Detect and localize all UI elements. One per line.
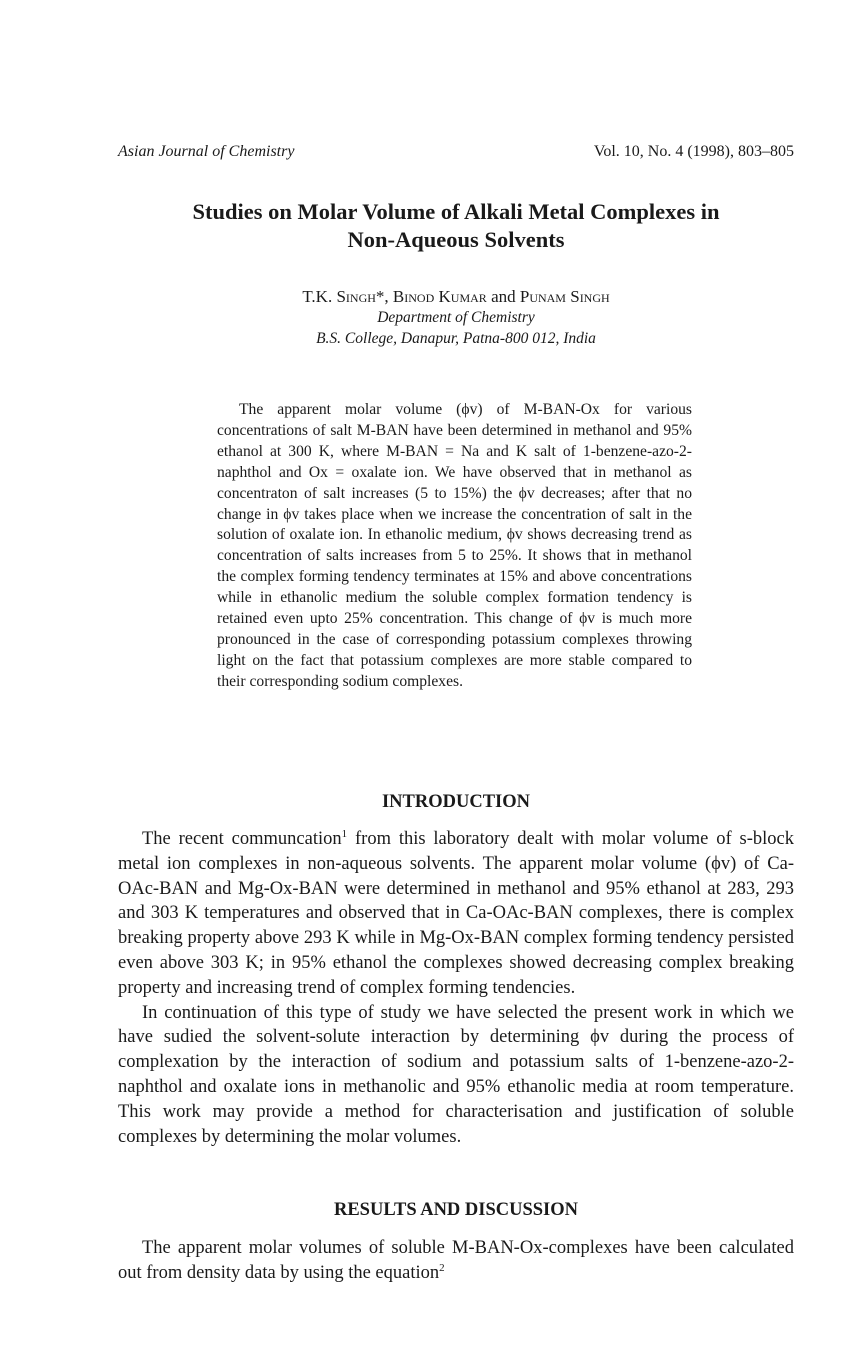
reference-1: 1 [341, 827, 348, 840]
results-paragraph-1 [118, 1236, 794, 1286]
author-1-initials: T.K. [302, 287, 333, 306]
paper-title [100, 198, 812, 254]
abstract-text: The apparent molar volume (ϕv) of M-BAN-Ox for various concentrations of salt M-BAN have been determined in methanol and 95% ethanol at 300 K, where M-BAN = Na and K salt of 1-benzene-azo-2-naphthol and Ox = oxalate ion. We have observed that in methanol as concentraton of salt increases (5 to 15%) the ϕv decreases; after that no change in ϕv takes place when we increase the concentration of salt in the solution of oxalate ion. In ethanolic medium, ϕv shows decreasing trend as concentration of salts increases from 5 to 25%. It shows that in methanol the complex forming tendency terminates at 15% and above concentrations while in ethanolic medium the soluble complex formation tendency is retained even upto 25% concentration. This change of ϕv is much more pronounced in the case of corresponding potassium complexes throwing light on the fact that potassium complexes are more stable compared to their corresponding sodium complexes. [217, 401, 692, 690]
author-list: T.K. Singh*, Binod Kumar and Punam Singh [302, 287, 610, 306]
affiliation-college: B.S. College, Danapur, Patna-800 012, India [316, 330, 596, 347]
running-header [118, 143, 794, 165]
results-body [118, 1236, 794, 1286]
results-p1-text: The apparent molar volumes of soluble M-BAN-Ox-complexes have been calculated out from density data by using the equation [118, 1238, 794, 1283]
volume-info: Vol. 10, No. 4 (1998), 803–805 [593, 143, 794, 160]
title-line-2: Non-Aqueous Solvents [347, 227, 565, 252]
abstract [217, 400, 692, 693]
author-conjunction: and [491, 287, 516, 306]
intro-p1-start: The recent communcation [142, 829, 342, 849]
introduction-paragraph-2: In continuation of this type of study we have selected the present work in which we have sudied the solvent-solute interaction by determining ϕv during the process of complexation by the interaction of sodium and potassium salts of 1-benzene-azo-2-naphthol and oxalate ions in methanolic and 95% ethanolic media at room temperature. This work may provide a method for characterisation and justification of soluble complexes by determining the molar volumes. [118, 1002, 794, 1147]
introduction-body [118, 827, 794, 1149]
author-3-first: Punam [519, 287, 566, 306]
corresponding-author-mark: * [375, 287, 385, 306]
author-3-last: Singh [570, 287, 610, 306]
intro-p1-rest: from this laboratory dealt with molar volume of s-block metal ion complexes in non-aqueous solvents. The apparent molar volume (ϕv) of Ca-OAc-BAN and Mg-Ox-BAN were determined in methanol and 95% ethanol at 283, 293 and 303 K temperatures and observed that in Ca-OAc-BAN complexes, there is complex breaking property above 293 K while in Mg-Ox-BAN complex forming tendency persisted even above 303 K; in 95% ethanol the complexes showed decreasing complex breaking property and increasing trend of complex forming tendencies. [118, 829, 794, 998]
reference-2: 2 [439, 1261, 445, 1274]
journal-name: Asian Journal of Chemistry [118, 143, 295, 160]
author-2-last: Kumar [438, 287, 487, 306]
affiliation-department: Department of Chemistry [377, 309, 535, 326]
author-1-surname: Singh [336, 287, 376, 306]
introduction-paragraph-1 [118, 827, 794, 1001]
results-heading: RESULTS AND DISCUSSION [333, 1200, 579, 1220]
title-line-1: Studies on Molar Volume of Alkali Metal Complexes in [192, 199, 720, 224]
introduction-heading: INTRODUCTION [381, 792, 531, 812]
author-2-first: Binod [392, 287, 435, 306]
